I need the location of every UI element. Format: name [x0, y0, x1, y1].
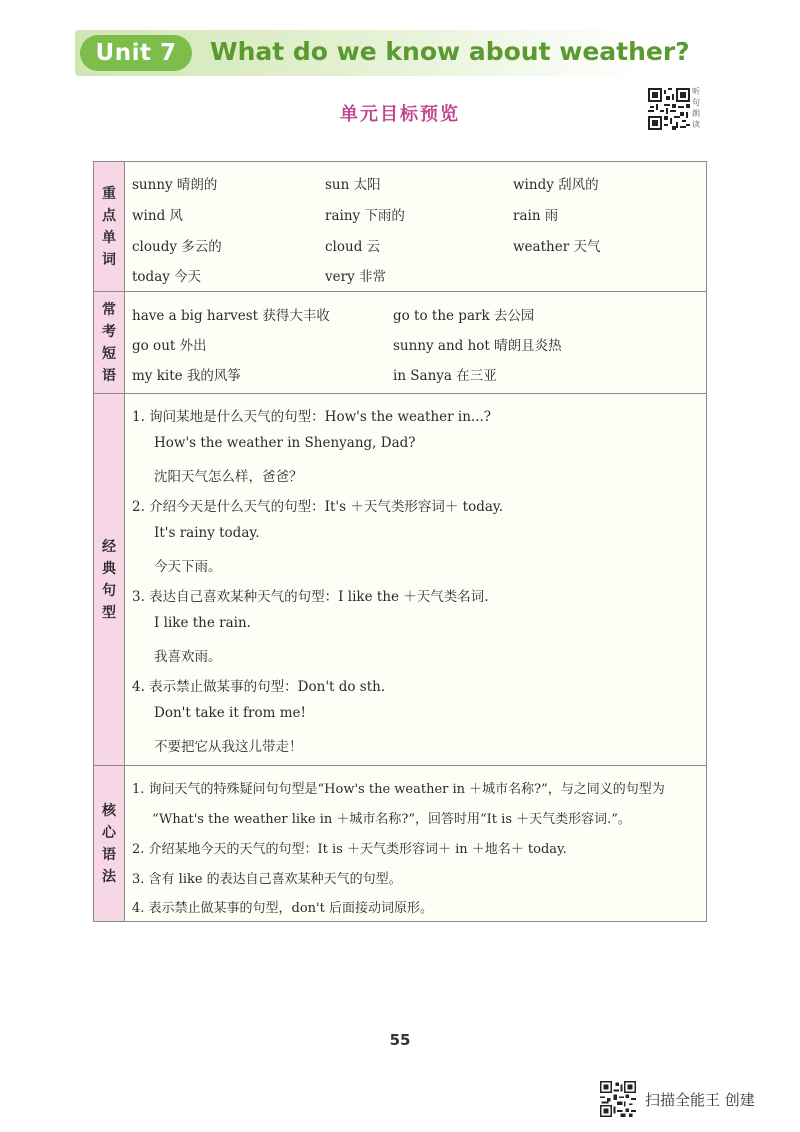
phrases-row — [94, 292, 706, 394]
label-char: 重 — [102, 185, 116, 202]
label-char: 心 — [102, 824, 116, 841]
qr-code-icon[interactable] — [648, 88, 690, 130]
vocab-item: cloudy 多云的 — [132, 239, 222, 255]
vocab-item: wind 风 — [132, 208, 184, 224]
vocab-item: rainy 下雨的 — [325, 208, 405, 224]
phrases-row-label — [94, 292, 125, 393]
grammar-row — [94, 766, 706, 921]
vocab-item: sunny 晴朗的 — [132, 177, 218, 193]
label-char: 语 — [102, 367, 116, 384]
label-char: 句 — [102, 582, 116, 599]
phrase-item: go out 外出 — [132, 338, 207, 354]
vocab-item: sun 太阳 — [325, 177, 381, 193]
vocab-item: weather 天气 — [513, 239, 601, 255]
unit-label: Unit 7 — [80, 35, 192, 71]
vocab-item: rain 雨 — [513, 208, 559, 224]
label-char: 单 — [102, 229, 116, 246]
label-char: 核 — [102, 802, 116, 819]
example-translation: 沈阳天气怎么样，爸爸？ — [154, 469, 303, 485]
phrase-item: have a big harvest 获得大丰收 — [132, 308, 330, 324]
vocab-row — [94, 162, 706, 292]
scanner-qr-icon — [600, 1081, 636, 1117]
example-translation: 我喜欢雨。 — [154, 649, 222, 665]
phrase-item: sunny and hot 晴朗且炎热 — [393, 338, 562, 354]
label-char: 点 — [102, 207, 116, 224]
label-char: 经 — [102, 538, 116, 555]
grammar-row-label — [94, 766, 125, 921]
sentence-pattern: 3. 表达自己喜欢某种天气的句型：I like the ＋天气类名词. — [132, 589, 489, 605]
example-sentence: It's rainy today. — [154, 525, 260, 541]
grammar-point: 4. 表示禁止做某事的句型，don't 后面接动词原形。 — [132, 901, 433, 916]
vocab-item: cloud 云 — [325, 239, 381, 255]
sentences-row — [94, 394, 706, 766]
grammar-point: 3. 含有 like 的表达自己喜欢某种天气的句型。 — [132, 872, 402, 887]
example-translation: 不要把它从我这儿带走！ — [154, 739, 303, 755]
qr-caption: 听句朗读 — [692, 87, 700, 129]
label-char: 法 — [102, 868, 116, 885]
label-char: 短 — [102, 345, 116, 362]
example-sentence: How's the weather in Shenyang, Dad? — [154, 435, 416, 451]
sentences-row-label — [94, 394, 125, 765]
label-char: 型 — [102, 604, 116, 621]
page-number: 55 — [389, 1031, 411, 1049]
label-char: 常 — [102, 301, 116, 318]
phrase-item: my kite 我的风筝 — [132, 368, 241, 384]
vocab-item: today 今天 — [132, 269, 202, 285]
sentence-pattern: 4. 表示禁止做某事的句型：Don't do sth. — [132, 679, 386, 695]
scanner-watermark-text: 扫描全能王 创建 — [645, 1091, 755, 1109]
phrase-item: go to the park 去公园 — [393, 308, 535, 324]
example-sentence: I like the rain. — [154, 615, 251, 631]
section-heading: 单元目标预览 — [340, 104, 460, 125]
example-sentence: Don't take it from me! — [154, 705, 306, 721]
label-char: 词 — [102, 251, 116, 268]
vocab-row-label — [94, 162, 125, 291]
unit-objectives-table — [93, 161, 707, 922]
vocab-item: windy 刮风的 — [513, 177, 599, 193]
sentence-pattern: 2. 介绍今天是什么天气的句型：It's ＋天气类形容词＋ today. — [132, 499, 504, 515]
phrase-item: in Sanya 在三亚 — [393, 368, 497, 384]
grammar-point: “What's the weather like in ＋城市名称?”，回答时用“It is ＋天气类形容词.”。 — [152, 812, 631, 827]
vocab-item: very 非常 — [325, 269, 386, 285]
grammar-point: 2. 介绍某地今天的天气的句型：It is ＋天气类形容词＋ in ＋地名＋ today. — [132, 842, 567, 857]
unit-title: What do we know about weather? — [210, 37, 690, 66]
label-char: 典 — [102, 560, 116, 577]
grammar-point: 1. 询问天气的特殊疑问句句型是“How's the weather in ＋城市名称?”，与之同义的句型为 — [132, 782, 665, 797]
sentence-pattern: 1. 询问某地是什么天气的句型：How's the weather in...? — [132, 409, 492, 425]
label-char: 语 — [102, 846, 116, 863]
label-char: 考 — [102, 323, 116, 340]
example-translation: 今天下雨。 — [154, 559, 222, 575]
